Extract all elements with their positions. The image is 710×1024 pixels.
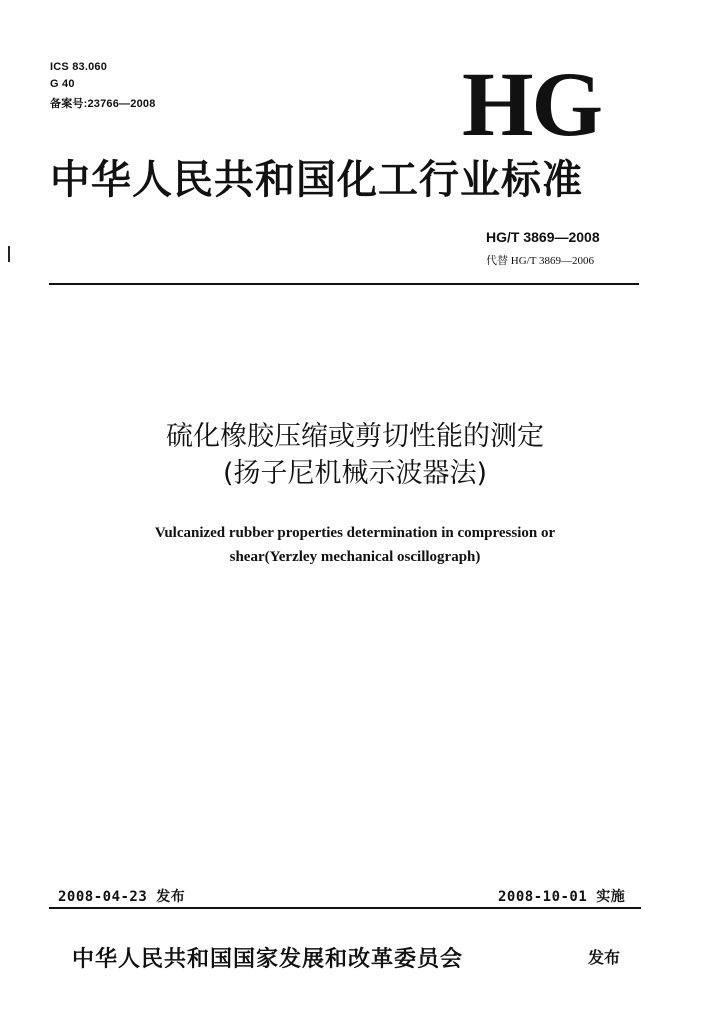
- title-cn-line-1: 硫化橡胶压缩或剪切性能的测定: [166, 421, 544, 452]
- title-en-line-1: Vulcanized rubber properties determination in compression or: [154, 525, 556, 541]
- issue-date: 2008-04-23 发布: [58, 889, 186, 905]
- header-divider: [49, 283, 639, 285]
- ccs-code: G 40: [50, 78, 75, 90]
- hg-logo: HG: [462, 53, 602, 155]
- implementation-date: 2008-10-01 实施: [498, 889, 626, 905]
- ics-code: ICS 83.060: [50, 61, 108, 73]
- title-en-line-2: shear(Yerzley mechanical oscillograph): [229, 549, 481, 565]
- title-cn-line-2: (扬子尼机械示波器法): [222, 458, 488, 489]
- footer-divider: [49, 907, 641, 909]
- record-number: 备案号:23766—2008: [50, 98, 156, 110]
- issuer-action: 发布: [588, 948, 621, 967]
- standard-number: HG/T 3869—2008: [486, 229, 600, 245]
- org-title: 中华人民共和国化工行业标准: [50, 156, 583, 203]
- replaces-standard: 代替 HG/T 3869—2006: [486, 255, 594, 267]
- issuer-name: 中华人民共和国国家发展和改革委员会: [72, 946, 464, 972]
- scan-artifact-mark: [8, 246, 10, 262]
